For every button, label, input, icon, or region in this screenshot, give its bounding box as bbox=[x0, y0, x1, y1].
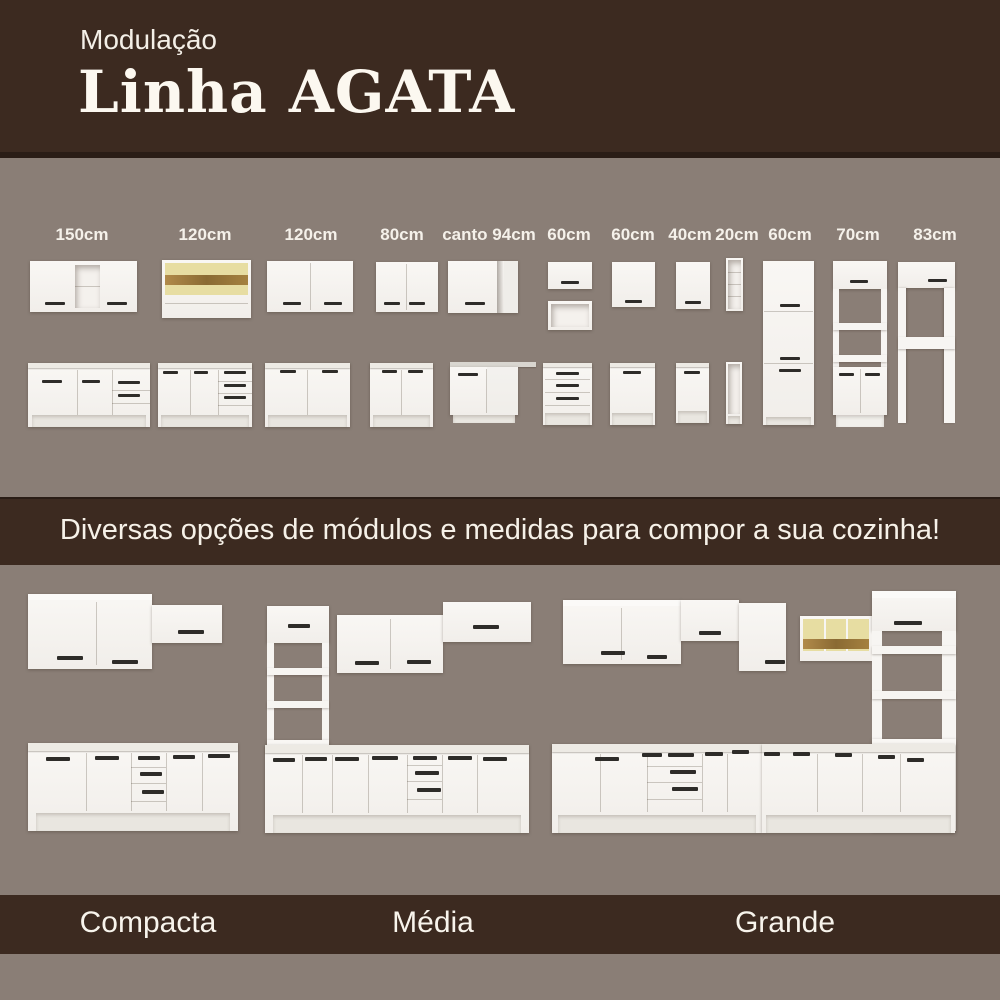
plinth bbox=[766, 815, 951, 833]
plinth bbox=[161, 415, 249, 427]
kitchen-label-grande: Grande bbox=[734, 906, 836, 939]
door-handle bbox=[907, 758, 924, 762]
drawer-handle bbox=[668, 753, 694, 757]
wall-cabinet-40 bbox=[676, 262, 710, 309]
top-door bbox=[833, 261, 887, 289]
door-handle bbox=[780, 304, 800, 307]
drawer-handle bbox=[224, 371, 246, 374]
door-handle bbox=[595, 757, 619, 761]
door-handle bbox=[173, 755, 195, 759]
base-cabinet-40 bbox=[676, 363, 709, 423]
open-niche bbox=[728, 260, 741, 309]
base-cabinet-60 bbox=[610, 363, 655, 425]
door-handle bbox=[382, 370, 397, 373]
countertop bbox=[610, 363, 655, 367]
module-label-150cm: 150cm bbox=[55, 225, 109, 244]
door-handle bbox=[322, 370, 338, 373]
base-cabinet-120-drawers bbox=[158, 363, 252, 427]
open-niche bbox=[551, 304, 589, 327]
shelf-line bbox=[75, 286, 100, 287]
countertop bbox=[762, 744, 955, 752]
drawer-divider bbox=[218, 405, 252, 406]
door-handle bbox=[95, 756, 119, 760]
drawer-handle bbox=[556, 384, 579, 387]
door-divider bbox=[647, 754, 648, 812]
header-divider bbox=[0, 152, 1000, 158]
mid-panel bbox=[898, 337, 955, 349]
door-handle bbox=[273, 758, 295, 762]
drawer-handle bbox=[413, 756, 437, 760]
module-label-120cm-a: 120cm bbox=[178, 225, 232, 244]
base-run bbox=[265, 745, 529, 833]
door-divider bbox=[390, 619, 391, 669]
door-handle bbox=[194, 371, 208, 374]
base-cabinet-120 bbox=[265, 363, 350, 427]
plinth bbox=[836, 415, 884, 427]
drawer-divider bbox=[407, 781, 442, 782]
corner-side-panel bbox=[504, 261, 518, 313]
module-label-60cm-c: 60cm bbox=[768, 225, 812, 244]
tall-oven-tower-70 bbox=[833, 261, 887, 427]
door-handle bbox=[705, 752, 723, 756]
wall-cabinet-80 bbox=[376, 262, 438, 312]
shelf bbox=[872, 691, 956, 699]
door-divider bbox=[406, 264, 407, 310]
drawer-divider bbox=[647, 782, 702, 783]
door-handle bbox=[372, 756, 398, 760]
door-divider bbox=[727, 754, 728, 812]
countertop bbox=[28, 743, 238, 751]
module-label-canto94: canto 94cm bbox=[442, 225, 536, 244]
plinth bbox=[678, 411, 707, 423]
base-niche-20 bbox=[726, 362, 742, 424]
door-divider bbox=[900, 754, 901, 812]
door-divider bbox=[131, 753, 132, 811]
door-handle bbox=[409, 302, 425, 305]
door-handle bbox=[764, 752, 780, 756]
drawer-divider bbox=[407, 799, 442, 800]
drawer-handle bbox=[224, 384, 246, 387]
door-handle bbox=[779, 369, 801, 372]
base-run bbox=[28, 743, 238, 831]
shelf bbox=[833, 355, 887, 362]
door-handle bbox=[283, 302, 301, 305]
plinth bbox=[268, 415, 347, 427]
top-face bbox=[28, 594, 152, 600]
door-handle bbox=[835, 753, 852, 757]
module-label-40cm: 40cm bbox=[668, 225, 712, 244]
module-label-83cm: 83cm bbox=[913, 225, 957, 244]
base-cabinet-corner bbox=[450, 362, 536, 423]
door-handle bbox=[280, 370, 296, 373]
module-label-70cm: 70cm bbox=[836, 225, 880, 244]
shelf bbox=[267, 668, 329, 675]
door-divider bbox=[77, 370, 78, 415]
drawer-divider bbox=[131, 783, 166, 784]
drawer-handle bbox=[142, 790, 164, 794]
countertop bbox=[265, 363, 350, 368]
plinth bbox=[273, 815, 521, 833]
door-handle bbox=[839, 373, 854, 376]
wall-unit-glass bbox=[800, 616, 872, 661]
module-label-60cm-b: 60cm bbox=[611, 225, 655, 244]
drawer-handle bbox=[780, 357, 800, 360]
kitchen-label-media: Média bbox=[392, 906, 474, 939]
door-handle bbox=[82, 380, 100, 383]
drawer-handle bbox=[140, 772, 162, 776]
door-handle bbox=[625, 300, 642, 303]
wall-cabinet-120 bbox=[267, 261, 353, 312]
wall-cabinet-120-glass bbox=[162, 260, 251, 318]
glass-front bbox=[803, 619, 869, 651]
side-rail bbox=[322, 643, 329, 740]
door-handle bbox=[483, 757, 507, 761]
door-handle bbox=[699, 631, 721, 635]
door-divider bbox=[368, 755, 369, 813]
door-divider bbox=[764, 363, 813, 364]
door-handle bbox=[163, 371, 178, 374]
door-divider bbox=[817, 754, 818, 812]
drawer-handle bbox=[672, 787, 698, 791]
door-handle bbox=[448, 756, 472, 760]
countertop bbox=[265, 745, 529, 753]
plinth bbox=[545, 413, 590, 425]
shelf-line bbox=[728, 272, 741, 273]
drawer-divider bbox=[112, 390, 150, 391]
shelf-line bbox=[165, 303, 248, 304]
door-handle bbox=[324, 302, 342, 305]
door-handle bbox=[732, 750, 749, 754]
wall-unit-c bbox=[739, 603, 786, 671]
door-handle bbox=[685, 301, 701, 304]
door-handle bbox=[623, 371, 641, 374]
drawer-divider bbox=[647, 799, 702, 800]
door-divider bbox=[862, 754, 863, 812]
door-handle bbox=[408, 370, 423, 373]
door-divider bbox=[166, 753, 167, 811]
door-handle bbox=[112, 660, 138, 664]
door-handle bbox=[305, 757, 327, 761]
countertop bbox=[370, 363, 433, 368]
open-niche bbox=[728, 364, 740, 414]
drawer-divider bbox=[647, 766, 702, 767]
door-handle bbox=[45, 302, 65, 305]
door-divider bbox=[190, 370, 191, 415]
door-handle bbox=[601, 651, 625, 655]
wall-unit-left bbox=[28, 594, 152, 669]
drawer-handle bbox=[556, 372, 579, 375]
door-handle bbox=[384, 302, 400, 305]
top-face bbox=[872, 591, 956, 598]
shelf bbox=[267, 701, 329, 708]
wall-unit-raised bbox=[443, 602, 531, 642]
door-divider bbox=[401, 370, 402, 415]
plinth bbox=[32, 415, 146, 427]
tower-top-door bbox=[267, 606, 329, 643]
drawer-handle bbox=[417, 788, 441, 792]
open-niche bbox=[75, 265, 100, 308]
door-divider bbox=[860, 369, 861, 413]
countertop bbox=[158, 363, 252, 368]
plinth bbox=[766, 417, 811, 425]
drawer-divider bbox=[407, 765, 442, 766]
door-divider bbox=[86, 753, 87, 811]
plinth bbox=[558, 815, 756, 833]
glass-front bbox=[165, 263, 248, 295]
door-handle bbox=[42, 380, 62, 383]
drawer-handle bbox=[415, 771, 439, 775]
drawer-divider bbox=[545, 392, 590, 393]
door-divider bbox=[702, 754, 703, 812]
base-run-right bbox=[762, 744, 955, 833]
drawer-divider bbox=[545, 405, 590, 406]
drawer-handle bbox=[670, 770, 696, 774]
shelf-line bbox=[728, 296, 741, 297]
door-handle bbox=[288, 624, 310, 628]
door-handle bbox=[561, 281, 579, 284]
countertop bbox=[552, 744, 762, 752]
tall-pantry-60 bbox=[763, 261, 814, 425]
door-handle bbox=[473, 625, 499, 629]
door-handle bbox=[765, 660, 785, 664]
wall-cabinet-corner bbox=[448, 261, 518, 313]
wall-niche-60 bbox=[548, 301, 592, 330]
header-kicker: Modulação bbox=[80, 24, 217, 55]
countertop bbox=[676, 363, 709, 367]
plinth bbox=[36, 813, 230, 831]
drawer-handle bbox=[224, 396, 246, 399]
door-handle bbox=[407, 660, 431, 664]
door-handle bbox=[208, 754, 230, 758]
module-label-120cm-b: 120cm bbox=[284, 225, 338, 244]
door-divider bbox=[407, 755, 408, 813]
module-label-60cm-a: 60cm bbox=[547, 225, 591, 244]
door-handle bbox=[465, 302, 485, 305]
door-handle bbox=[850, 280, 868, 283]
kitchen-label-compacta: Compacta bbox=[79, 906, 217, 939]
door-handle bbox=[894, 621, 922, 625]
wall-unit-a bbox=[563, 600, 681, 664]
shelf-line bbox=[728, 284, 741, 285]
drawer-divider bbox=[131, 801, 166, 802]
door-divider bbox=[310, 263, 311, 310]
tall-fridge-frame-83 bbox=[898, 262, 955, 423]
door-handle bbox=[865, 373, 880, 376]
shelf bbox=[872, 646, 956, 654]
door-handle bbox=[647, 655, 667, 659]
door-handle bbox=[928, 279, 947, 282]
door-handle bbox=[458, 373, 478, 376]
wall-unit-raised bbox=[681, 600, 739, 641]
wall-cabinet-60 bbox=[612, 262, 655, 307]
plinth bbox=[453, 415, 515, 423]
door-handle bbox=[642, 753, 662, 757]
base-cabinet-150 bbox=[28, 363, 150, 427]
top-cabinet bbox=[898, 262, 955, 288]
lower-doors bbox=[833, 367, 887, 415]
plinth bbox=[728, 416, 740, 424]
door-handle bbox=[684, 371, 700, 374]
corner-return bbox=[487, 367, 518, 415]
door-divider bbox=[96, 602, 97, 665]
door-handle bbox=[878, 755, 895, 759]
door-handle bbox=[178, 630, 204, 634]
drawer-handle bbox=[556, 397, 579, 400]
wall-unit bbox=[337, 615, 443, 673]
door-divider bbox=[332, 755, 333, 813]
door-handle bbox=[355, 661, 379, 665]
wood-shelf bbox=[803, 639, 869, 649]
wall-cabinet-60-flip bbox=[548, 262, 592, 289]
page-title: Linha AGATA bbox=[78, 58, 516, 126]
door-divider bbox=[202, 753, 203, 811]
door-divider bbox=[302, 755, 303, 813]
shelf bbox=[833, 323, 887, 330]
side-rail bbox=[944, 288, 955, 423]
drawer-divider bbox=[218, 393, 252, 394]
base-cabinet-60-drawers bbox=[543, 363, 592, 425]
side-rail bbox=[267, 643, 274, 740]
door-handle bbox=[57, 656, 83, 660]
module-label-80cm: 80cm bbox=[380, 225, 424, 244]
door-divider bbox=[307, 370, 308, 415]
drawer-divider bbox=[218, 381, 252, 382]
tower-top-door bbox=[872, 591, 956, 631]
door-divider bbox=[112, 370, 113, 415]
door-divider bbox=[600, 754, 601, 812]
door-divider bbox=[764, 311, 813, 312]
drawer-divider bbox=[112, 403, 150, 404]
wall-shelf-20 bbox=[726, 258, 743, 311]
wall-unit-right bbox=[152, 605, 222, 643]
side-rail bbox=[898, 288, 906, 423]
banner-text: Diversas opções de módulos e medidas para compor a sua cozinha! bbox=[59, 514, 941, 546]
door-divider bbox=[477, 755, 478, 813]
drawer-divider bbox=[131, 767, 166, 768]
door-handle bbox=[335, 757, 359, 761]
drawer-divider bbox=[545, 379, 590, 380]
base-run-left bbox=[552, 744, 762, 833]
countertop bbox=[543, 363, 592, 367]
wall-cabinet-150 bbox=[30, 261, 137, 312]
drawer-handle bbox=[138, 756, 160, 760]
plinth bbox=[612, 413, 653, 425]
corner-body bbox=[450, 367, 518, 415]
door-handle bbox=[46, 757, 70, 761]
module-label-20cm: 20cm bbox=[715, 225, 759, 244]
door-divider bbox=[442, 755, 443, 813]
drawer-handle bbox=[118, 381, 140, 384]
countertop bbox=[28, 363, 150, 368]
door-handle bbox=[793, 752, 810, 756]
plinth bbox=[373, 415, 430, 427]
drawer-handle bbox=[118, 394, 140, 397]
door-handle bbox=[107, 302, 127, 305]
top-face bbox=[563, 600, 681, 606]
wood-shelf bbox=[165, 275, 248, 285]
corner-shadow bbox=[497, 261, 504, 313]
base-cabinet-80 bbox=[370, 363, 433, 427]
